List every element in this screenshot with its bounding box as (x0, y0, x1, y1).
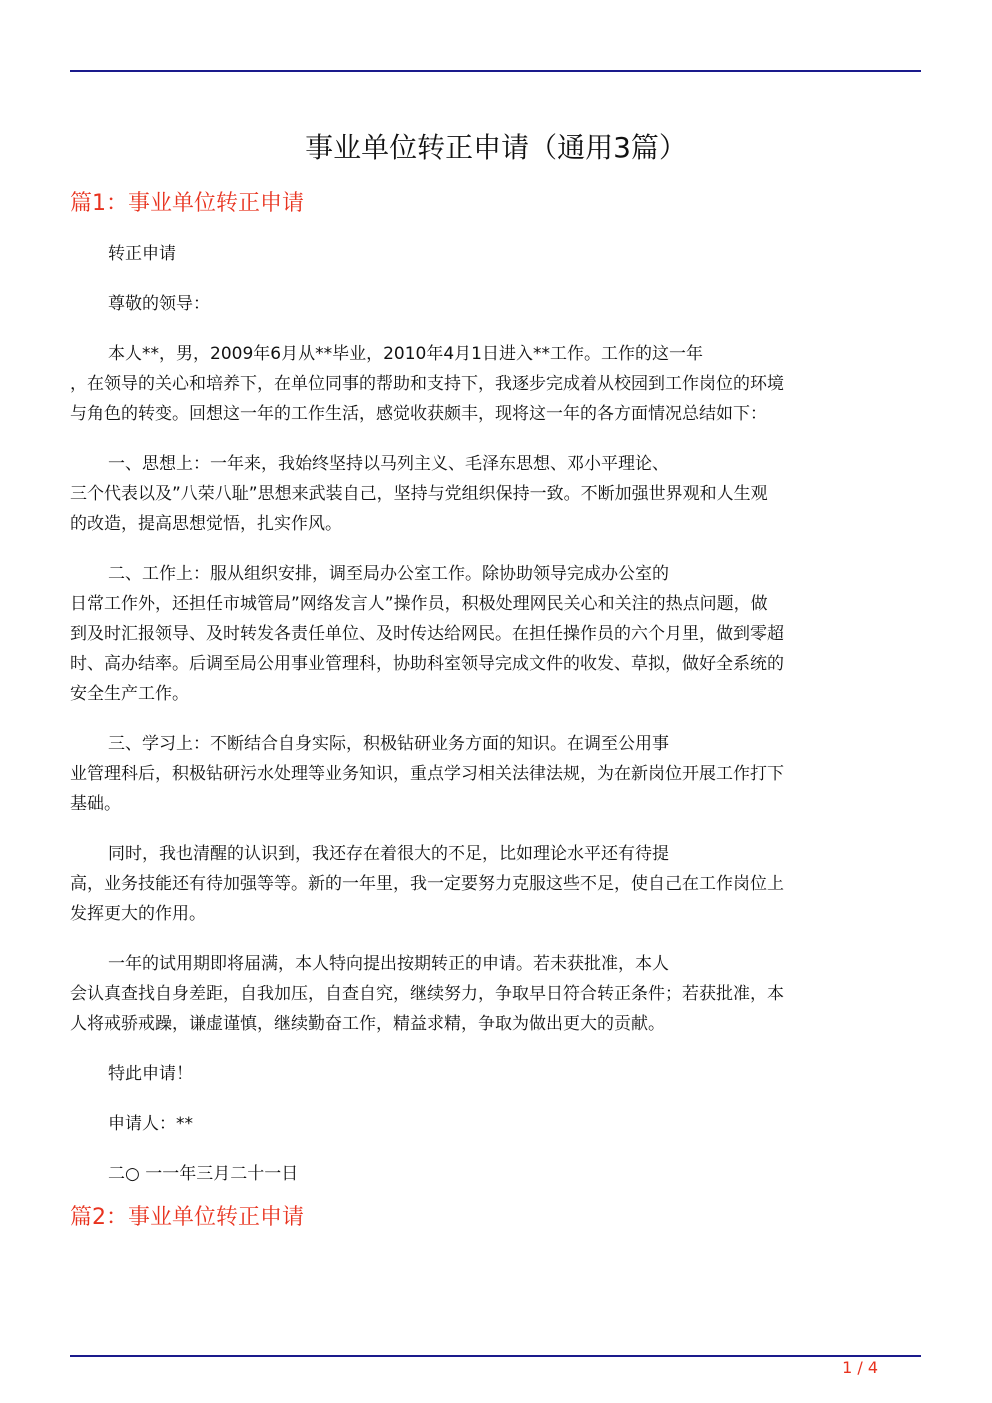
paragraph-line: 三、学习上：不断结合自身实际，积极钻研业务方面的知识。在调至公用事 (108, 734, 669, 754)
paragraph-line: 安全生产工作。 (70, 684, 189, 704)
paragraph-list (70, 239, 911, 1189)
body-paragraph (70, 1159, 911, 1189)
paragraph-line: 会认真查找自身差距，自我加压，自查自究，继续努力，争取早日符合转正条件；若获批准，本 (70, 984, 784, 1004)
paragraph-line: 本人**，男，2009年6月从**毕业，2010年4月1日进入**工作。工作的这一年 (108, 344, 703, 364)
paragraph-line: 一、思想上：一年来，我始终坚持以马列主义、毛泽东思想、邓小平理论、 (108, 454, 669, 474)
body-paragraph (70, 449, 911, 539)
paragraph-line: ，在领导的关心和培养下，在单位同事的帮助和支持下，我逐步完成着从校园到工作岗位的环境 (70, 374, 784, 394)
paragraph-line: 特此申请！ (108, 1064, 193, 1084)
paragraph-line: 到及时汇报领导、及时转发各责任单位、及时传达给网民。在担任操作员的六个月里，做到零超 (70, 624, 784, 644)
paragraph-line: 高，业务技能还有待加强等等。新的一年里，我一定要努力克服这些不足，使自己在工作岗位上 (70, 874, 784, 894)
paragraph-line: 二、工作上：服从组织安排，调至局办公室工作。除协助领导完成办公室的 (108, 564, 669, 584)
section-heading-2: 篇2：事业单位转正申请 (70, 1205, 304, 1230)
paragraph-line: 尊敬的领导： (108, 294, 210, 314)
body-paragraph (70, 949, 911, 1039)
footer-rule (70, 1355, 921, 1357)
body-paragraph (70, 339, 911, 429)
paragraph-line: 业管理科后，积极钻研污水处理等业务知识，重点学习相关法律法规，为在新岗位开展工作打下 (70, 764, 784, 784)
paragraph-line: 转正申请 (108, 244, 176, 264)
paragraph-line: 二○ 一一年三月二十一日 (108, 1164, 299, 1184)
paragraph-line: 三个代表以及”八荣八耻”思想来武装自己，坚持与党组织保持一致。不断加强世界观和人生观 (70, 484, 768, 504)
paragraph-line: 申请人：** (108, 1114, 193, 1134)
body-paragraph (70, 239, 911, 269)
header-rule (70, 70, 921, 72)
paragraph-line: 日常工作外，还担任市城管局”网络发言人”操作员，积极处理网民关心和关注的热点问题，做 (70, 594, 768, 614)
paragraph-line: 一年的试用期即将届满，本人特向提出按期转正的申请。若未获批准，本人 (108, 954, 669, 974)
body-paragraph (70, 559, 911, 709)
paragraph-line: 的改造，提高思想觉悟，扎实作风。 (70, 514, 342, 534)
paragraph-line: 与角色的转变。回想这一年的工作生活，感觉收获颇丰，现将这一年的各方面情况总结如下： (70, 404, 767, 424)
paragraph-line: 同时，我也清醒的认识到，我还存在着很大的不足，比如理论水平还有待提 (108, 844, 669, 864)
section-heading-1: 篇1：事业单位转正申请 (70, 191, 304, 216)
page-indicator: 1 / 4 (842, 1358, 878, 1377)
document-body (70, 186, 911, 1236)
body-paragraph (70, 1109, 911, 1139)
paragraph-line: 基础。 (70, 794, 121, 814)
paragraph-line: 时、高办结率。后调至局公用事业管理科，协助科室领导完成文件的收发、草拟，做好全系统的 (70, 654, 784, 674)
body-paragraph (70, 839, 911, 929)
body-paragraph (70, 729, 911, 819)
paragraph-line: 发挥更大的作用。 (70, 904, 206, 924)
body-paragraph (70, 289, 911, 319)
paragraph-line: 人将戒骄戒躁，谦虚谨慎，继续勤奋工作，精益求精，争取为做出更大的贡献。 (70, 1014, 665, 1034)
body-paragraph (70, 1059, 911, 1089)
document-title: 事业单位转正申请（通用3篇） (305, 131, 687, 164)
